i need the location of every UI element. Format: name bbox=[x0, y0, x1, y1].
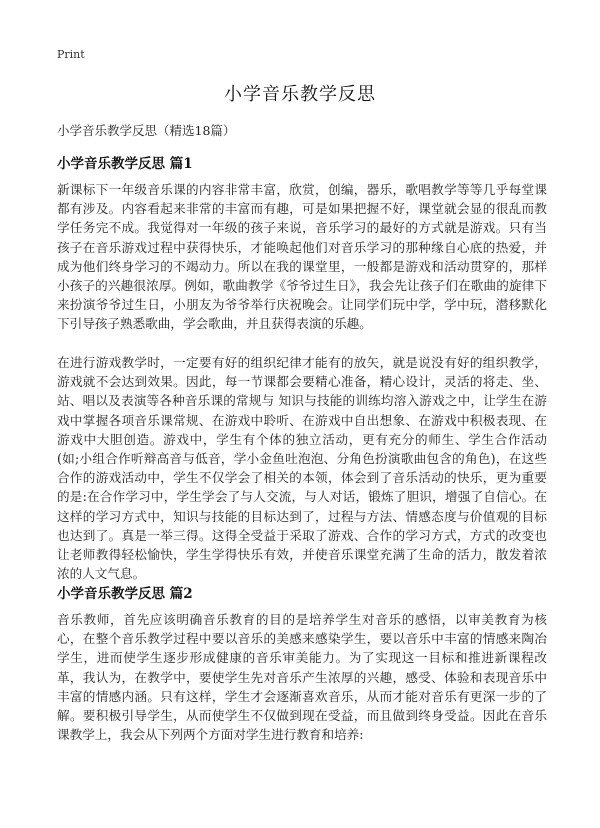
section-heading-2: 小学音乐教学反思 篇2 bbox=[57, 586, 193, 602]
section-2-paragraph-1: 音乐教师，首先应该明确音乐教育的目的是培养学生对音乐的感悟，以审美教育为核心，在整个音乐教学过程中要以音乐的美感来感染学生，要以音乐中丰富的情感来陶冶学生，进而使学生逐步形成健康的音乐审美能力。为了实现这一目标和推进新课程改革，我认为，在教学中，要使学生先对音乐产生浓厚的兴趣，感受、体验和表现音乐中丰富的情感内涵。只有这样，学生才会逐渐喜欢音乐，从而才能对音乐有更深一步的了解。要积极引导学生，从而使学生不仅做到现在受益，而且做到终身受益。因此在音乐课教学上，我会从下列两个方面对学生进行教育和培养: bbox=[57, 612, 547, 743]
print-label: Print bbox=[57, 48, 85, 61]
section-heading-1: 小学音乐教学反思 篇1 bbox=[57, 156, 193, 172]
section-1-paragraph-2: 在进行游戏教学时，一定要有好的组织纪律才能有的放矢，就是说没有好的组织教学，游戏就不会达到效果。因此，每一节课都会要精心准备，精心设计，灵活的将走、坐、站、唱以及表演等各种音乐课的常规与 知识与技能的训练均溶入游戏之中，让学生在游戏中掌握各项音乐课常规、在游戏中聆听、在游戏中自出想象、在游戏中积极表现、在游戏中大胆创造。游戏中，学生有个体的独立活动，更有充分的师生、学生合作活动 (如;小组合作听辩高音与低音，学小金鱼吐泡泡、分角色扮演歌曲包含的角色)，在这些合作的游戏活动中，学生不仅学会了相关的本领，体会到了音乐活动的快乐，更为重要的是:在合作学习中，学生学会了与人交流，与人对话，锻炼了胆识，增强了自信心。在这样的学习方式中，知识与技能的目标达到了，过程与方法、情感态度与价值观的目标也达到了。真是一举三得。这得全受益于采取了游戏、合作的学习方式，方式的改变也让老师教得轻松愉快，学生学得快乐有效，并使音乐课堂充满了生命的活力，散发着浓浓的人文气息。 bbox=[57, 355, 547, 582]
section-1-paragraph-1: 新课标下一年级音乐课的内容非常丰富，欣赏，创编，器乐，歌唱教学等等几乎每堂课都有涉及。内容看起来非常的丰富而有趣，可是如果把握不好，课堂就会显的很乱而教学任务完不成。我觉得对一年级的孩子来说，音乐学习的最好的方式就是游戏。只有当孩子在音乐游戏过程中获得快乐，才能唤起他们对音乐学习的那种缘自心底的热爱，并成为他们终身学习的不竭动力。所以在我的课堂里，一般都是游戏和活动贯穿的，那样小孩子的兴趣很浓厚。例如，歌曲教学《爷爷过生日》，我会先让孩子们在歌曲的旋律下来扮演爷爷过生日，小朋友为爷爷举行庆祝晚会。让同学们玩中学，学中玩，潜移默化下引导孩子熟悉歌曲，学会歌曲，并且获得表演的乐趣。 bbox=[57, 182, 547, 332]
document-title: 小学音乐教学反思 bbox=[224, 84, 376, 105]
document-subtitle: 小学音乐教学反思（精选18篇） bbox=[57, 123, 236, 138]
